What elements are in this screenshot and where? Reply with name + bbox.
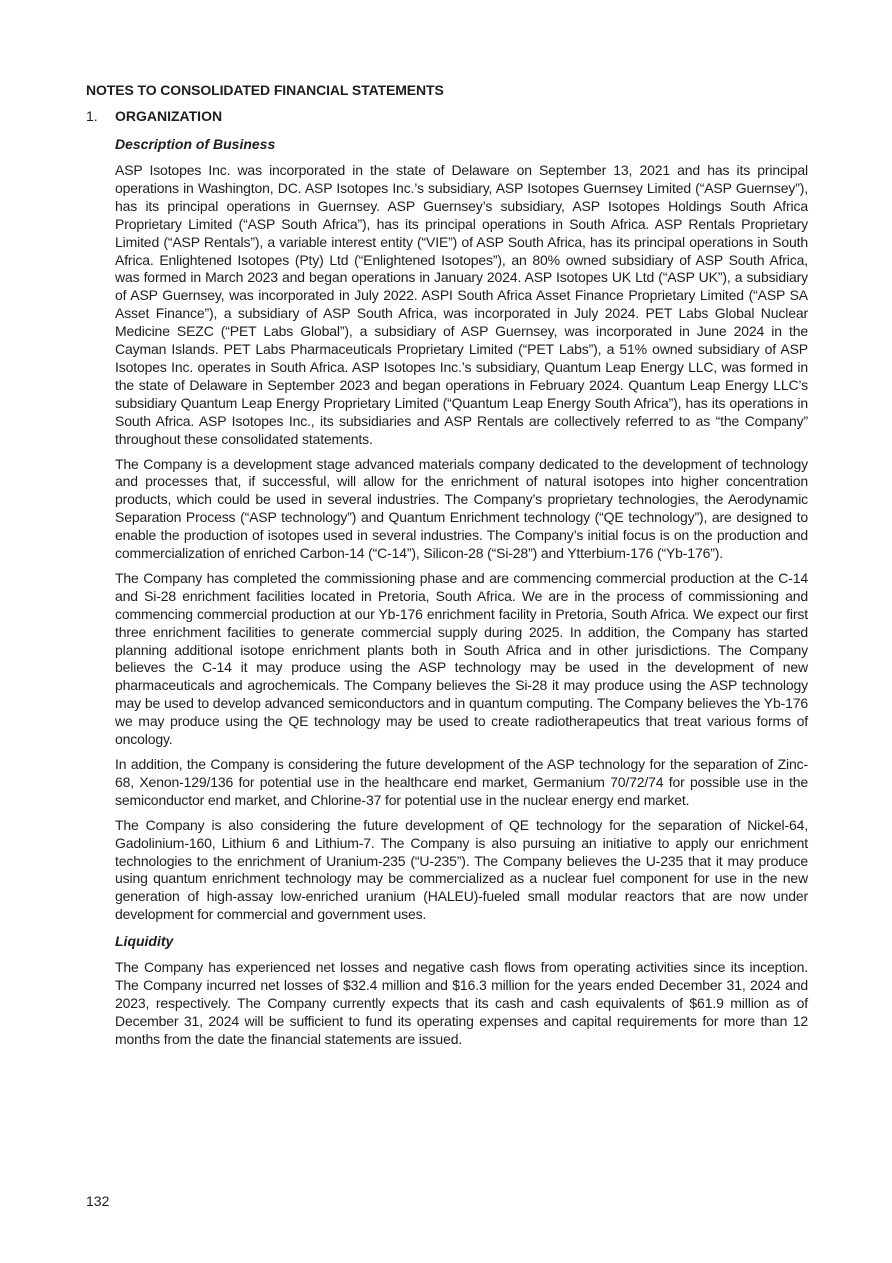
paragraph: The Company is a development stage advanced materials company dedicated to the development of technology and processes that, if successful, will allow for the enrichment of natural isotopes into higher concentration products, which could be used in several industries. The Company’s proprietary technologies, the Aerodynamic Separation Process (“ASP technology”) and Quantum Enrichment technology (“QE technology”), are designed to enable the production of isotopes used in several industries. The Company’s initial focus is on the production and commercialization of enriched Carbon-14 (“C-14”), Silicon-28 (“Si-28”) and Ytterbium-176 (“Yb-176”). bbox=[115, 455, 808, 562]
page-heading: NOTES TO CONSOLIDATED FINANCIAL STATEMENTS bbox=[86, 82, 444, 98]
subheading-liquidity: Liquidity bbox=[115, 933, 174, 950]
subheading-description-of-business: Description of Business bbox=[115, 136, 276, 152]
paragraph: The Company has experienced net losses and negative cash flows from operating activities since its inception. The Company incurred net losses of $32.4 million and $16.3 million for the years ended December 31, 2024 and 2023, respectively. The Company currently expects that its cash and cash equivalents of $61.9 million as of December 31, 2024 will be sufficient to fund its operating expenses and capital requirements for more than 12 months from the date the financial statements are issued. bbox=[115, 959, 808, 1047]
paragraph: In addition, the Company is considering the future development of the ASP technology for the separation of Zinc-68, Xenon-129/136 for potential use in the healthcare end market, Germanium 70/72/74 for possible use in the semiconductor end market, and Chlorine-37 for potential use in the nuclear energy end market. bbox=[115, 756, 808, 808]
section-content bbox=[115, 135, 808, 1056]
section-number: 1. bbox=[86, 108, 98, 124]
paragraph: The Company is also considering the future development of QE technology for the separation of Nickel-64, Gadolinium-160, Lithium 6 and Lithium-7. The Company is also pursuing an initiative to apply our enrichment technologies to the enrichment of Uranium-235 (“U-235”). The Company believes the U-235 that it may produce using quantum enrichment technology may be commercialized as a nuclear fuel component for use in the new generation of high-assay low-enriched uranium (HALEU)-fueled small modular reactors that are now under development for commercial and government uses. bbox=[115, 816, 808, 923]
paragraph: ASP Isotopes Inc. was incorporated in the state of Delaware on September 13, 2021 and has its principal operations in Washington, DC. ASP Isotopes Inc.’s subsidiary, ASP Isotopes Guernsey Limited (“ASP Guernsey”), has its principal operations in Guernsey. ASP Guernsey’s subsidiary, ASP Isotopes Holdings South Africa Proprietary Limited (“ASP South Africa”), has its principal operations in South Africa. ASP Rentals Proprietary Limited (“ASP Rentals”), a variable interest entity (“VIE”) of ASP South Africa, has its principal operations in South Africa. Enlightened Isotopes (Pty) Ltd (“Enlightened Isotopes”), an 80% owned subsidiary of ASP South Africa, was formed in March 2023 and began operations in January 2024. ASP Isotopes UK Ltd (“ASP UK”), a subsidiary of ASP Guernsey, was incorporated in July 2022. ASPI South Africa Asset Finance Proprietary Limited (“ASP SA Asset Finance”), a subsidiary of ASP South Africa, was incorporated in July 2024. PET Labs Global Nuclear Medicine SEZC (“PET Labs Global”), a subsidiary of ASP Guernsey, was incorporated in June 2024 in the Cayman Islands. PET Labs Pharmaceuticals Proprietary Limited (“PET Labs”), a 51% owned subsidiary of ASP Isotopes Inc. operates in South Africa. ASP Isotopes Inc.’s subsidiary, Quantum Leap Energy LLC, was formed in the state of Delaware in September 2023 and began operations in February 2024. Quantum Leap Energy LLC’s subsidiary Quantum Leap Energy Proprietary Limited (“Quantum Leap Energy South Africa”), has its operations in South Africa. ASP Isotopes Inc., its subsidiaries and ASP Rentals are collectively referred to as “the Company” throughout these consolidated statements. bbox=[115, 162, 808, 447]
page-number: 132 bbox=[86, 1193, 110, 1209]
paragraph: The Company has completed the commissioning phase and are commencing commercial production at the C-14 and Si-28 enrichment facilities located in Pretoria, South Africa. We are in the process of commissioning and commencing commercial production at our Yb-176 enrichment facility in Pretoria, South Africa. We expect our first three enrichment facilities to generate commercial supply during 2025. In addition, the Company has started planning additional isotope enrichment plants both in South Africa and in other jurisdictions. The Company believes the C-14 it may produce using the ASP technology may be used in the development of new pharmaceuticals and agrochemicals. The Company believes the Si-28 it may produce using the ASP technology may be used to develop advanced semiconductors and in quantum computing. The Company believes the Yb-176 we may produce using the QE technology may be used to create radiotherapeutics that treat various forms of oncology. bbox=[115, 569, 808, 748]
section-title: ORGANIZATION bbox=[115, 108, 223, 124]
